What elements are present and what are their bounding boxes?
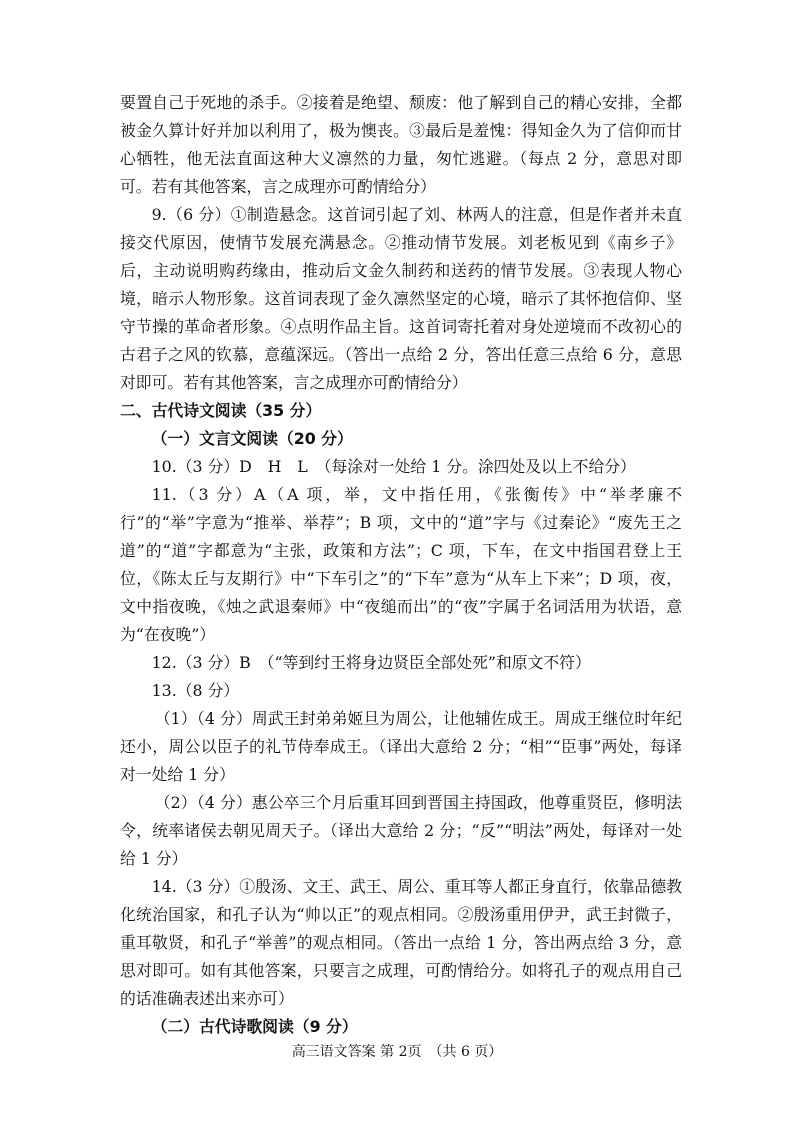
q13-part1-answer: （1）（4 分）周武王封弟弟姬旦为周公，让他辅佐成王。周成王继位时年纪还小，周公以臣子的礼节侍奉成王。（译出大意给 2 分；“相”“臣事”两处，每译对一处给 1 分） <box>120 709 682 784</box>
q9-answer: 9.（6 分）①制造悬念。这首词引起了刘、林两人的注意，但是作者并未直接交代原因，使情节发展充满悬念。②推动情节发展。刘老板见到《南乡子》后，主动说明购药缘由，推动后文金久制药和送药的情节发展。③表现人物心境，暗示人物形象。这首词表现了金久凛然坚定的心境，暗示了其怀抱信仰、坚守节操的革命者形象。④点明作品主旨。这首词寄托着对身处逆境而不改初心的古君子之风的钦慕，意蕴深远。（答出一点给 2 分，答出任意三点给 6 分，意思对即可。若有其他答案，言之成理亦可酌情给分） <box>120 205 682 392</box>
q8-answer-continued: 要置自己于死地的杀手。②接着是绝望、颓废：他了解到自己的精心安排，全都被金久算计好并加以利用了，极为懊丧。③最后是羞愧：得知金久为了信仰而甘心牺牲，他无法直面这种大义凛然的力量，匆忙逃避。（每点 2 分，意思对即可。若有其他答案，言之成理亦可酌情给分） <box>120 93 682 196</box>
subsection-classical-prose-heading: （一）文言文阅读（20 分） <box>151 429 353 448</box>
subsection-classical-poetry-heading: （二）古代诗歌阅读（9 分） <box>151 1017 358 1036</box>
q14-answer: 14.（3 分）①殷汤、文王、武王、周公、重耳等人都正身直行，依靠品德教化统治国家，和孔子认为“帅以正”的观点相同。②殷汤重用伊尹，武王封微子，重耳敬贤，和孔子“举善”的观点相同。（答出一点给 1 分，答出两点给 3 分，意思对即可。如有其他答案，只要言之成理，可酌情给分。如将孔子的观点用自己的话准确表述出来亦可） <box>120 877 682 1008</box>
answer-content <box>120 89 682 1041</box>
q13-part2-answer: （2）（4 分）惠公卒三个月后重耳回到晋国主持国政，他尊重贤臣，修明法令，统率诸侯去朝见周天子。（译出大意给 2 分；“反”“明法”两处，每译对一处给 1 分） <box>120 793 682 868</box>
section-2-heading: 二、古代诗文阅读（35 分） <box>120 401 322 420</box>
q10-answer: 10.（3 分）D H L （每涂对一处给 1 分。涂四处及以上不给分） <box>151 457 636 476</box>
page-footer: 高三语文答案 第 2页 （共 6 页） <box>291 1044 503 1060</box>
q12-answer: 12.（3 分）B （“等到纣王将身边贤臣全部处死”和原文不符） <box>151 653 591 672</box>
q13-answer: 13.（8 分） <box>151 681 240 700</box>
q11-answer: 11.（3 分）A（A 项，举，文中指任用，《张衡传》中“举孝廉不行”的“举”字意为“推举、举荐”；B 项，文中的“道”字与《过秦论》“废先王之道”的“道”字都意为“主张，政策和方法”；C 项，下车，在文中指国君登上王位，《陈太丘与友期行》中“下车引之”的“下车”意为“从车上下来”；D 项，夜，文中指夜晚，《烛之武退秦师》中“夜缒而出”的“夜”字属于名词活用为状语，意为“在夜晚”） <box>120 485 682 644</box>
